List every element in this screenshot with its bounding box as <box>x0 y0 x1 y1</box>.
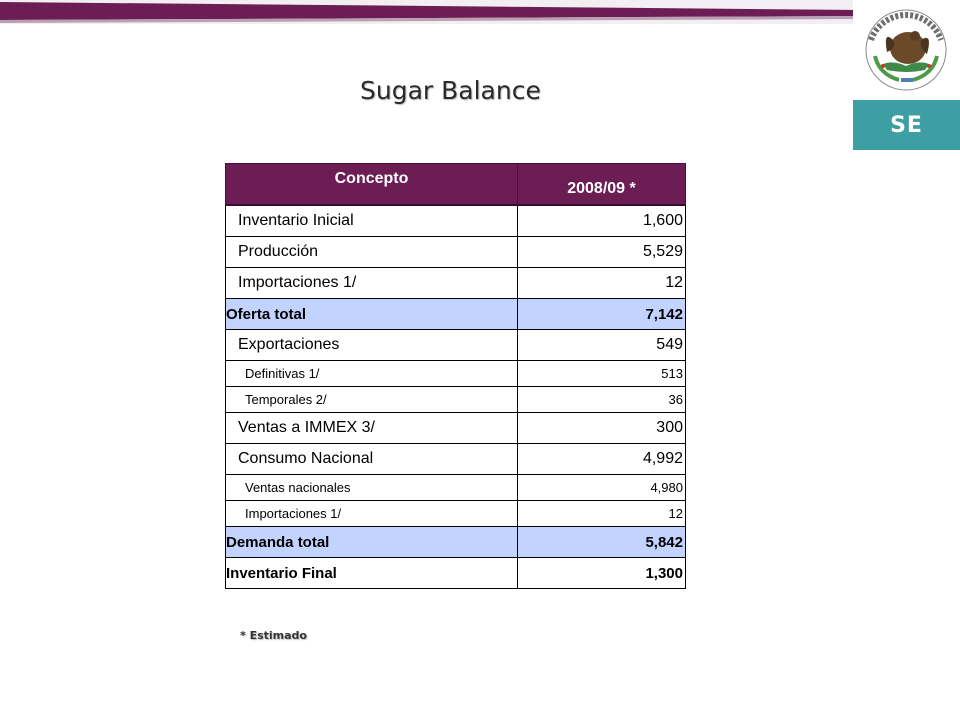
row-value: 300 <box>518 413 686 444</box>
table-row <box>226 299 686 330</box>
row-label: Inventario Inicial <box>226 205 518 237</box>
row-value: 5,842 <box>518 527 686 558</box>
column-header-period: 2008/09 * <box>518 164 686 206</box>
table-row <box>226 527 686 558</box>
table-row <box>226 268 686 299</box>
table-row <box>226 444 686 475</box>
row-label: Ventas nacionales <box>226 475 518 501</box>
table-row <box>226 413 686 444</box>
row-label: Importaciones 1/ <box>226 501 518 527</box>
row-value: 4,980 <box>518 475 686 501</box>
column-header-concepto: Concepto <box>226 164 518 206</box>
table-row <box>226 558 686 589</box>
row-label: Ventas a IMMEX 3/ <box>226 413 518 444</box>
row-value: 12 <box>518 501 686 527</box>
table-body <box>226 205 686 589</box>
table-row <box>226 205 686 237</box>
table-row <box>226 237 686 268</box>
table-row <box>226 501 686 527</box>
table-row <box>226 387 686 413</box>
agency-logo-text: SE <box>890 112 923 138</box>
row-value: 513 <box>518 361 686 387</box>
row-label: Oferta total <box>226 299 518 330</box>
row-label: Consumo Nacional <box>226 444 518 475</box>
coat-of-arms-seal <box>853 0 960 100</box>
table-header-row <box>226 164 686 206</box>
table-row <box>226 330 686 361</box>
row-label: Definitivas 1/ <box>226 361 518 387</box>
row-label: Producción <box>226 237 518 268</box>
row-label: Temporales 2/ <box>226 387 518 413</box>
row-value: 36 <box>518 387 686 413</box>
sugar-balance-table <box>225 163 686 589</box>
agency-logo-box <box>853 100 960 150</box>
row-value: 12 <box>518 268 686 299</box>
row-label: Importaciones 1/ <box>226 268 518 299</box>
table-row <box>226 361 686 387</box>
page-title: Sugar Balance <box>360 76 541 105</box>
table-row <box>226 475 686 501</box>
row-value: 7,142 <box>518 299 686 330</box>
row-label: Exportaciones <box>226 330 518 361</box>
row-value: 1,600 <box>518 205 686 237</box>
row-label: Inventario Final <box>226 558 518 589</box>
row-value: 5,529 <box>518 237 686 268</box>
footnote-estimado: * Estimado <box>240 629 307 642</box>
row-value: 1,300 <box>518 558 686 589</box>
row-label: Demanda total <box>226 527 518 558</box>
top-decorative-band <box>0 0 860 24</box>
row-value: 4,992 <box>518 444 686 475</box>
row-value: 549 <box>518 330 686 361</box>
